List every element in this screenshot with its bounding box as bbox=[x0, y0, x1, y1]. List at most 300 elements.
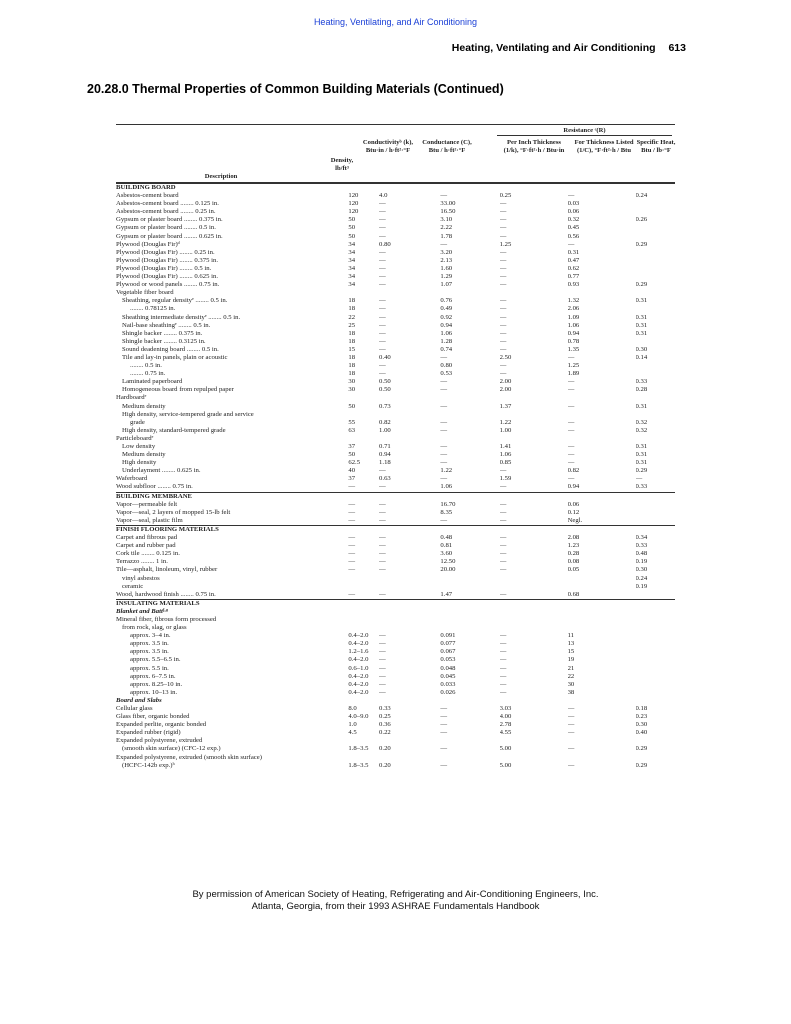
cell-c: — bbox=[440, 705, 448, 712]
footnote-line-1: By permission of American Society of Heating, Refrigerating and Air-Conditioning Engineers, Inc. bbox=[192, 889, 599, 900]
cell-sh: 0.32 bbox=[635, 418, 648, 426]
cell-sh: 0.19 bbox=[635, 582, 648, 590]
cell-dens: 120 bbox=[348, 192, 359, 200]
cell-c: 8.35 bbox=[440, 508, 453, 516]
cell-r2: 0.28 bbox=[567, 550, 580, 558]
cell-r1: — bbox=[499, 208, 507, 216]
cell-k: — bbox=[379, 566, 386, 574]
cell-sh bbox=[636, 362, 675, 370]
table-row bbox=[116, 314, 675, 322]
table-row bbox=[116, 566, 675, 574]
cell-sh: 0.34 bbox=[635, 534, 648, 542]
cell-desc: FINISH FLOORING MATERIALS bbox=[116, 525, 348, 534]
cell-r2: 1.06 bbox=[567, 321, 580, 329]
cell-desc: Plywood (Douglas Fir) ........ 0.5 in. bbox=[116, 264, 212, 272]
cell-r1: 1.59 bbox=[499, 475, 512, 483]
cell-k: 0.36 bbox=[379, 721, 391, 729]
cell-r2: — bbox=[567, 729, 575, 737]
cell-dens: 37 bbox=[348, 443, 356, 450]
cell-desc: Gypsum or plaster board ........ 0.375 in. bbox=[116, 216, 223, 224]
cell-dens: 0.4–2.0 bbox=[348, 640, 369, 648]
cell-k: 0.40 bbox=[379, 353, 391, 361]
cell-sh bbox=[636, 370, 675, 378]
cell-k: — bbox=[379, 680, 386, 688]
table-row bbox=[116, 616, 675, 624]
table-row bbox=[116, 665, 675, 673]
cell-c bbox=[440, 289, 499, 297]
cell-sh bbox=[636, 640, 675, 648]
table-row bbox=[116, 467, 675, 475]
cell-desc: Board and Slabs bbox=[116, 696, 162, 704]
table-row bbox=[116, 289, 675, 297]
table-row bbox=[116, 483, 675, 492]
table-row bbox=[116, 305, 675, 313]
category-row bbox=[116, 184, 675, 193]
cell-r1: — bbox=[499, 224, 507, 232]
cell-r2: 0.82 bbox=[567, 467, 580, 475]
cell-k: — bbox=[379, 516, 386, 524]
cell-desc: Carpet and rubber pad bbox=[116, 542, 176, 550]
cell-r1 bbox=[500, 411, 568, 419]
cell-r2: 0.08 bbox=[567, 558, 580, 566]
cell-dens bbox=[348, 616, 379, 624]
running-head-title: Heating, Ventilating and Air Conditioning bbox=[451, 42, 656, 54]
cell-dens: — bbox=[348, 542, 356, 550]
table-row bbox=[116, 673, 675, 681]
table-row bbox=[116, 265, 675, 273]
cell-c bbox=[440, 624, 499, 632]
running-head bbox=[452, 42, 686, 54]
cell-dens: 34 bbox=[348, 273, 356, 281]
cell-desc: Nail-base sheathingᵉ ........ 0.5 in. bbox=[122, 321, 211, 329]
cell-c bbox=[440, 616, 499, 624]
cell-sh: — bbox=[635, 475, 643, 483]
cell-dens: 1.8–3.5 bbox=[348, 761, 369, 769]
table-row bbox=[116, 558, 675, 566]
table-row bbox=[116, 591, 675, 600]
cell-c: 2.22 bbox=[440, 224, 453, 232]
cell-r2: Negl. bbox=[567, 516, 583, 524]
cell-dens bbox=[348, 411, 379, 419]
cell-dens bbox=[348, 435, 379, 443]
cell-sh: 0.18 bbox=[635, 705, 648, 712]
table-row bbox=[116, 681, 675, 689]
cell-desc: approx. 3.5 in. bbox=[130, 648, 169, 656]
cell-r1: — bbox=[499, 256, 507, 264]
cell-r2: 22 bbox=[567, 672, 575, 680]
cell-desc: Vapor—seal, plastic film bbox=[116, 516, 183, 524]
cell-k: — bbox=[379, 688, 386, 696]
cell-r1 bbox=[500, 394, 568, 402]
cell-desc: Blanket and Battᶠ·ᵍ bbox=[116, 607, 168, 615]
cell-dens: 18 bbox=[348, 337, 356, 345]
cell-sh: 0.31 bbox=[635, 459, 648, 467]
cell-r1 bbox=[500, 492, 568, 501]
cell-r2: — bbox=[567, 402, 575, 410]
cell-r2: 0.77 bbox=[567, 273, 580, 281]
cell-r2: — bbox=[567, 386, 575, 394]
cell-dens: 25 bbox=[348, 321, 356, 329]
cell-desc: Laminated paperboard bbox=[122, 378, 183, 386]
cell-k bbox=[379, 435, 440, 443]
cell-c: — bbox=[440, 713, 448, 721]
table-row bbox=[116, 216, 675, 224]
cell-c bbox=[440, 184, 499, 193]
cell-r1: — bbox=[499, 550, 507, 558]
cell-r1: — bbox=[499, 232, 507, 240]
cell-r1: — bbox=[499, 281, 507, 289]
cell-r1 bbox=[500, 435, 568, 443]
table-row bbox=[116, 346, 675, 354]
cell-desc: Waferboard bbox=[116, 475, 148, 483]
cell-r2 bbox=[568, 492, 636, 501]
cell-dens: 30 bbox=[348, 386, 356, 394]
cell-r1: 1.00 bbox=[499, 426, 512, 434]
cell-r2 bbox=[568, 184, 636, 193]
cell-k: 0.71 bbox=[379, 443, 391, 450]
cell-k: — bbox=[379, 248, 386, 256]
cell-k: 1.18 bbox=[379, 459, 391, 467]
cell-c: 0.077 bbox=[440, 640, 456, 648]
cell-dens: 63 bbox=[348, 426, 356, 434]
cell-dens: 18 bbox=[348, 329, 356, 337]
table-row bbox=[116, 729, 675, 737]
cell-r1: 1.06 bbox=[499, 451, 512, 459]
table-row bbox=[116, 501, 675, 509]
cell-desc: (smooth skin surface) (CFC-12 exp.) bbox=[122, 745, 221, 753]
cell-sh bbox=[636, 249, 675, 257]
cell-r2: 0.12 bbox=[567, 508, 580, 516]
cell-desc: ........ 0.75 in. bbox=[130, 370, 166, 378]
cell-c: — bbox=[440, 516, 448, 524]
cell-dens: 120 bbox=[348, 200, 359, 208]
cell-r1: 0.85 bbox=[499, 459, 512, 467]
table-row bbox=[116, 386, 675, 394]
cell-sh bbox=[636, 435, 675, 443]
cell-k: — bbox=[379, 256, 386, 264]
cell-sh: 0.14 bbox=[635, 353, 648, 361]
cell-k bbox=[379, 616, 440, 624]
cell-desc: (HCFC-142b exp.)ʰ bbox=[122, 761, 175, 769]
cell-dens bbox=[348, 575, 379, 583]
cell-desc: vinyl asbestos bbox=[122, 574, 160, 582]
cell-r1: — bbox=[499, 632, 507, 640]
cell-desc: Mineral fiber, fibrous form processed bbox=[116, 615, 217, 623]
top-link[interactable]: Heating, Ventilating, and Air Conditioning bbox=[313, 17, 478, 27]
table-row bbox=[116, 281, 675, 289]
table-row bbox=[116, 542, 675, 550]
cell-c: 0.053 bbox=[440, 656, 456, 664]
cell-desc: Tile and lay-in panels, plain or acoustic bbox=[122, 353, 228, 361]
table-row bbox=[116, 583, 675, 591]
cell-r1: — bbox=[499, 467, 507, 475]
cell-sh bbox=[636, 509, 675, 517]
table-row bbox=[116, 689, 675, 697]
cell-c bbox=[440, 435, 499, 443]
cell-desc: ceramic bbox=[122, 582, 144, 590]
cell-r2: 0.78 bbox=[567, 337, 580, 345]
cell-c: 0.48 bbox=[440, 534, 453, 542]
cell-c: 2.13 bbox=[440, 256, 453, 264]
cell-c: 1.29 bbox=[440, 273, 453, 281]
cell-sh: 0.19 bbox=[635, 558, 648, 566]
table-row bbox=[116, 224, 675, 232]
cell-k: — bbox=[379, 313, 386, 321]
cell-r1 bbox=[500, 583, 568, 591]
cell-desc: High density bbox=[122, 459, 157, 467]
table-row bbox=[116, 550, 675, 558]
cell-desc: Underlayment ........ 0.625 in. bbox=[122, 467, 201, 475]
cell-r1: 2.50 bbox=[499, 353, 512, 361]
cell-k bbox=[379, 289, 440, 297]
cell-sh: 0.32 bbox=[635, 426, 648, 434]
cell-sh bbox=[636, 591, 675, 600]
cell-r2 bbox=[568, 737, 636, 745]
cell-k bbox=[379, 608, 440, 616]
cell-r2 bbox=[568, 575, 636, 583]
cell-desc: Terrazzo ........ 1 in. bbox=[116, 558, 168, 566]
cell-desc: Wood, hardwood finish ........ 0.75 in. bbox=[116, 590, 216, 598]
header-resistance-group: Resistance ᶜ(R) bbox=[497, 127, 672, 136]
cell-r1 bbox=[500, 184, 568, 193]
cell-r2: — bbox=[567, 378, 575, 386]
cell-desc: approx. 3–4 in. bbox=[130, 632, 171, 640]
cell-c: 0.026 bbox=[440, 688, 456, 696]
cell-r1: 5.00 bbox=[499, 745, 512, 753]
table-row bbox=[116, 322, 675, 330]
cell-k: — bbox=[379, 558, 386, 566]
cell-r1: 4.55 bbox=[499, 729, 512, 737]
cell-desc: Sheathing, regular densityᵉ ........ 0.5 in. bbox=[122, 297, 228, 305]
cell-k bbox=[379, 394, 440, 402]
cell-sh bbox=[636, 224, 675, 232]
cell-sh: 0.30 bbox=[635, 721, 648, 729]
table-row bbox=[116, 233, 675, 241]
cell-desc: Plywood (Douglas Fir)ᵈ bbox=[116, 240, 180, 248]
cell-c: 33.00 bbox=[440, 200, 456, 208]
table-row bbox=[116, 475, 675, 483]
cell-c: 0.048 bbox=[440, 664, 456, 672]
cell-r2: — bbox=[567, 459, 575, 467]
cell-desc: Plywood (Douglas Fir) ........ 0.25 in. bbox=[116, 248, 215, 256]
cell-r2: 0.31 bbox=[567, 248, 580, 256]
cell-dens: 50 bbox=[348, 402, 356, 410]
cell-r1 bbox=[500, 608, 568, 616]
cell-dens: 22 bbox=[348, 313, 356, 321]
cell-sh: 0.31 bbox=[635, 451, 648, 459]
cell-sh bbox=[636, 517, 675, 526]
cell-k: — bbox=[379, 305, 386, 313]
cell-sh: 0.33 bbox=[635, 483, 648, 491]
cell-k: — bbox=[379, 264, 386, 272]
cell-desc: Plywood (Douglas Fir) ........ 0.375 in. bbox=[116, 256, 218, 264]
cell-k bbox=[379, 184, 440, 193]
cell-c: — bbox=[440, 721, 448, 729]
cell-r2: 0.05 bbox=[567, 566, 580, 574]
cell-r1: — bbox=[499, 483, 507, 491]
cell-dens: 15 bbox=[348, 345, 356, 353]
cell-r2 bbox=[568, 599, 636, 608]
cell-dens: 8.0 bbox=[348, 705, 357, 712]
cell-c: 1.60 bbox=[440, 264, 453, 272]
cell-k: — bbox=[379, 483, 386, 491]
table-row bbox=[116, 427, 675, 435]
cell-dens: 0.4–2.0 bbox=[348, 688, 369, 696]
cell-k: — bbox=[379, 337, 386, 345]
cell-dens bbox=[348, 608, 379, 616]
cell-sh bbox=[636, 754, 675, 762]
cell-desc: approx. 8.25–10 in. bbox=[130, 680, 183, 688]
cell-desc: Shingle backer ........ 0.375 in. bbox=[122, 329, 203, 337]
cell-dens: — bbox=[348, 508, 356, 516]
table-row bbox=[116, 370, 675, 378]
cell-c: 0.49 bbox=[440, 305, 453, 313]
cell-sh: 0.24 bbox=[635, 192, 648, 200]
cell-r1 bbox=[500, 616, 568, 624]
cell-desc: Low density bbox=[122, 443, 156, 450]
cell-r2: — bbox=[567, 451, 575, 459]
cell-k bbox=[379, 525, 440, 534]
cell-r1: — bbox=[499, 370, 507, 378]
cell-k: — bbox=[379, 321, 386, 329]
cell-c bbox=[440, 599, 499, 608]
table-row bbox=[116, 257, 675, 265]
cell-sh: 0.31 bbox=[635, 402, 648, 410]
cell-sh: 0.30 bbox=[635, 345, 648, 353]
cell-desc: approx. 5.5–6.5 in. bbox=[130, 656, 181, 664]
cell-desc: Medium density bbox=[122, 402, 166, 410]
cell-r1: — bbox=[499, 680, 507, 688]
cell-k: — bbox=[379, 297, 386, 305]
cell-k: — bbox=[379, 345, 386, 353]
page-number: 613 bbox=[668, 42, 686, 54]
cell-k: 0.73 bbox=[379, 402, 391, 410]
cell-c: 20.00 bbox=[440, 566, 456, 574]
cell-sh bbox=[636, 411, 675, 419]
cell-r1: — bbox=[499, 313, 507, 321]
cell-r2 bbox=[568, 583, 636, 591]
cell-dens: 34 bbox=[348, 240, 356, 248]
header-conductivity: Conductivityᵇ (k), Btu·in / h·ft²·°F bbox=[362, 139, 414, 154]
cell-desc: ........ 0.78125 in. bbox=[130, 305, 176, 313]
cell-c: 3.20 bbox=[440, 248, 453, 256]
cell-c: — bbox=[440, 761, 448, 769]
cell-r2: 0.94 bbox=[567, 483, 580, 491]
cell-dens: 34 bbox=[348, 281, 356, 289]
cell-dens: 37 bbox=[348, 475, 356, 483]
cell-desc: Plywood or wood panels ........ 0.75 in. bbox=[116, 281, 220, 289]
cell-sh bbox=[636, 257, 675, 265]
cell-dens: — bbox=[348, 516, 356, 524]
cell-r2 bbox=[568, 435, 636, 443]
cell-r2: — bbox=[567, 721, 575, 729]
table-row bbox=[116, 249, 675, 257]
cell-sh: 0.33 bbox=[635, 378, 648, 386]
cell-k: 0.63 bbox=[379, 475, 391, 483]
cell-r2: — bbox=[567, 192, 575, 200]
cell-dens: 1.0 bbox=[348, 721, 357, 729]
cell-desc: BUILDING MEMBRANE bbox=[116, 492, 348, 501]
cell-desc: Expanded rubber (rigid) bbox=[116, 729, 181, 737]
cell-k bbox=[379, 754, 440, 762]
cell-dens bbox=[348, 525, 379, 534]
cell-r1: — bbox=[499, 329, 507, 337]
cell-c: 1.07 bbox=[440, 281, 453, 289]
cell-dens: — bbox=[348, 534, 356, 542]
cell-dens: — bbox=[348, 590, 356, 598]
cell-sh bbox=[636, 305, 675, 313]
cell-r2: 0.47 bbox=[567, 256, 580, 264]
cell-desc: Hardboardᵉ bbox=[116, 394, 147, 402]
cell-dens: 18 bbox=[348, 362, 356, 370]
cell-r2: 0.62 bbox=[567, 264, 580, 272]
cell-desc: Asbestos-cement board bbox=[116, 192, 179, 200]
cell-r2: 15 bbox=[567, 648, 575, 656]
table-row bbox=[116, 208, 675, 216]
cell-r2: 1.35 bbox=[567, 345, 580, 353]
cell-desc: Vapor—permeable felt bbox=[116, 500, 178, 508]
table-row bbox=[116, 534, 675, 542]
cell-r1 bbox=[500, 754, 568, 762]
cell-c: 3.10 bbox=[440, 216, 453, 224]
cell-k: — bbox=[379, 640, 386, 648]
cell-sh: 0.28 bbox=[635, 386, 648, 394]
cell-r2 bbox=[568, 754, 636, 762]
cell-dens: 0.4–2.0 bbox=[348, 632, 369, 640]
cell-r1: — bbox=[499, 590, 507, 598]
table-row bbox=[116, 419, 675, 427]
cell-sh bbox=[636, 608, 675, 616]
table-row bbox=[116, 394, 675, 402]
table-row bbox=[116, 378, 675, 386]
cell-c: — bbox=[440, 353, 448, 361]
cell-sh: 0.23 bbox=[635, 713, 648, 721]
cell-c: 1.28 bbox=[440, 337, 453, 345]
cell-desc: grade bbox=[130, 418, 145, 426]
cell-r1: — bbox=[499, 648, 507, 656]
cell-sh: 0.31 bbox=[635, 313, 648, 321]
cell-k: — bbox=[379, 664, 386, 672]
cell-c: — bbox=[440, 418, 448, 426]
cell-desc: Sheathing intermediate densityᵉ ........ 0.5 in. bbox=[122, 313, 241, 321]
cell-r2: 0.03 bbox=[567, 200, 580, 208]
cell-k: — bbox=[379, 232, 386, 240]
cell-c: 0.74 bbox=[440, 345, 453, 353]
cell-sh bbox=[636, 525, 675, 534]
cell-sh bbox=[636, 599, 675, 608]
cell-c: 0.94 bbox=[440, 321, 453, 329]
cell-c: 16.70 bbox=[440, 500, 456, 508]
cell-desc: Cork tile ........ 0.125 in. bbox=[116, 550, 180, 558]
cell-r2: 1.89 bbox=[567, 370, 580, 378]
cell-sh bbox=[636, 273, 675, 281]
cell-k: — bbox=[379, 656, 386, 664]
cell-dens bbox=[348, 394, 379, 402]
cell-c: 16.50 bbox=[440, 208, 456, 216]
cell-r1: — bbox=[499, 200, 507, 208]
cell-k: 0.82 bbox=[379, 418, 391, 426]
cell-k: — bbox=[379, 508, 386, 516]
cell-k: — bbox=[379, 590, 386, 598]
cell-r2: 0.45 bbox=[567, 224, 580, 232]
cell-sh bbox=[636, 200, 675, 208]
cell-r1 bbox=[500, 525, 568, 534]
cell-k bbox=[379, 624, 440, 632]
cell-r1: — bbox=[499, 337, 507, 345]
cell-k: 1.00 bbox=[379, 426, 391, 434]
cell-k bbox=[379, 575, 440, 583]
table-row bbox=[116, 459, 675, 467]
